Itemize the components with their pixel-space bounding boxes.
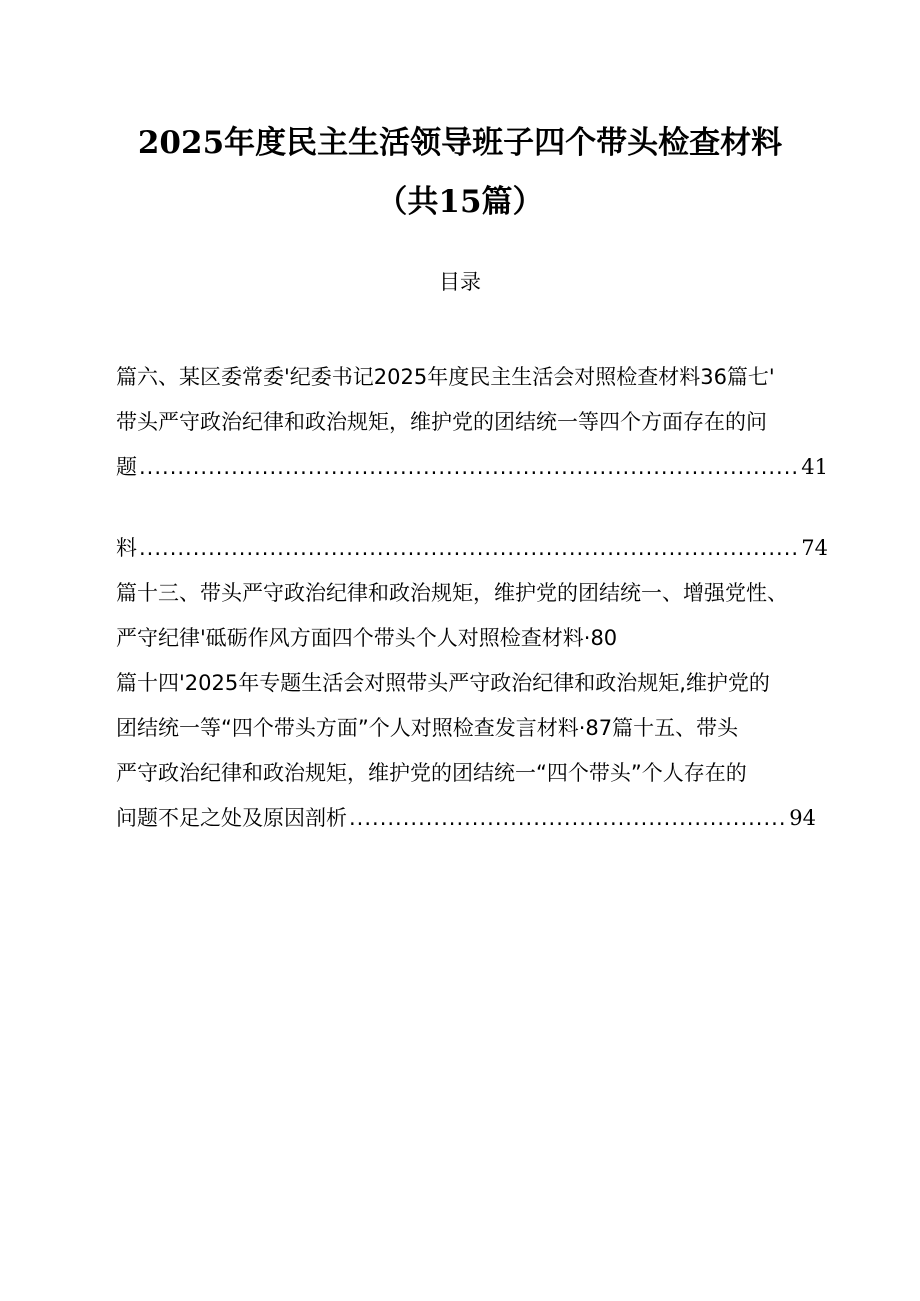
toc-line: 团结统一等“四个带头方面”个人对照检查发言材料·87篇十五、带头 [116, 716, 739, 740]
toc-page-number: 94 [789, 806, 816, 830]
toc-page-number: 41 [801, 455, 828, 479]
toc-entry-text: 料 [116, 536, 137, 560]
toc-line: 严守政治纪律和政治规矩，维护党的团结统一“四个带头”个人存在的 [116, 761, 747, 785]
toc-block [116, 526, 828, 841]
toc-line: 篇六、某区委常委'纪委书记2025年度民主生活会对照检查材料36篇七' [116, 365, 775, 389]
toc-line: 篇十四'2025年专题生活会对照带头严守政治纪律和政治规矩,维护党的 [116, 671, 770, 695]
dot-leader [139, 445, 799, 490]
document-title: 2025年度民主生活领导班子四个带头检查材料 [137, 125, 783, 161]
toc-line: 带头严守政治纪律和政治规矩，维护党的团结统一等四个方面存在的问 [116, 410, 767, 434]
toc-line: 严守纪律'砥砺作风方面四个带头个人对照检查材料·80 [116, 626, 618, 650]
dot-leader [349, 796, 787, 841]
toc-line: 篇十三、带头严守政治纪律和政治规矩，维护党的团结统一、增强党性、 [116, 581, 788, 605]
toc-page-number: 74 [801, 536, 828, 560]
toc-entry-text: 问题不足之处及原因剖析 [116, 806, 347, 830]
toc-entry-with-page [116, 526, 828, 571]
toc-entry-with-page [116, 445, 828, 490]
toc-entry-text: 题 [116, 455, 137, 479]
document-subtitle-count: （共15篇） [376, 184, 544, 220]
toc-block [116, 355, 828, 490]
toc-heading: 目录 [439, 270, 481, 294]
toc-entry-with-page [116, 796, 816, 841]
dot-leader [139, 526, 799, 571]
